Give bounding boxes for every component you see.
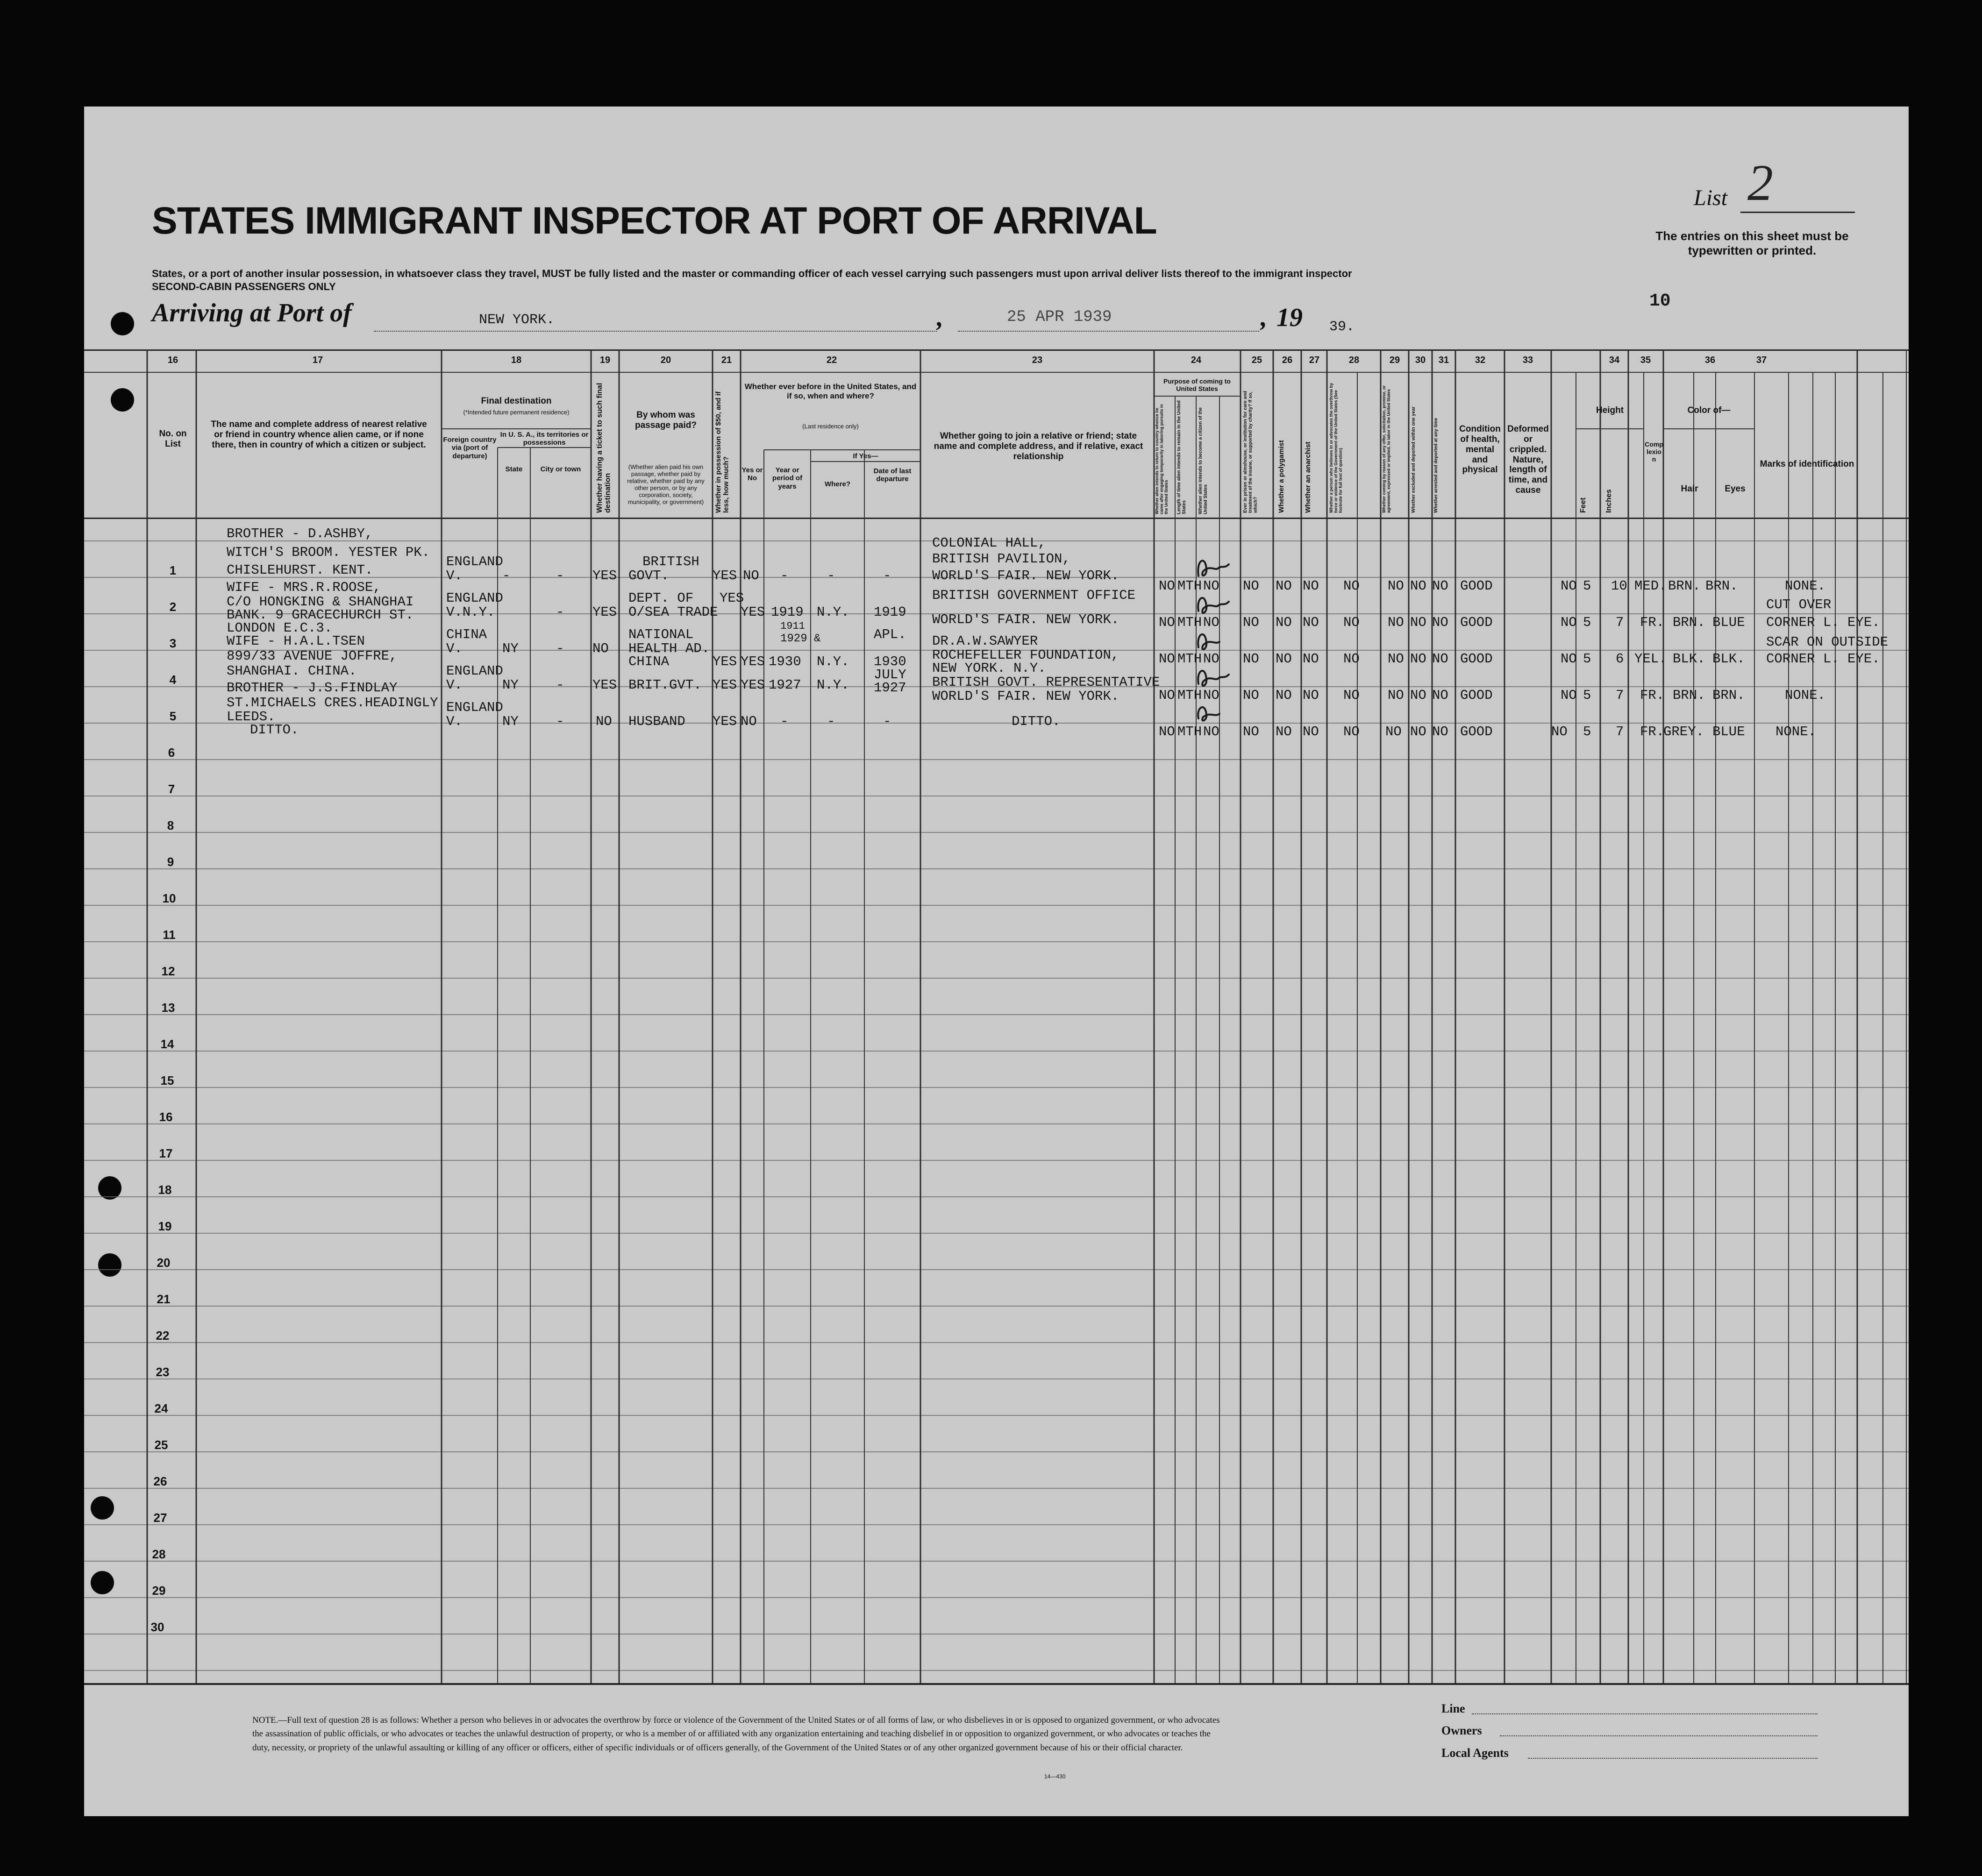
- length-stay: MTH: [1177, 615, 1202, 630]
- health-value: GOOD: [1460, 724, 1493, 739]
- foreign-country: V.: [446, 714, 463, 729]
- overthrow-value: NO: [1343, 578, 1360, 594]
- header-relative: The name and complete address of nearest relative or friend in country whence alien came, or if none there, then in country of which a citizen or subject.: [211, 419, 427, 450]
- foreign-country: ENGLAND: [446, 663, 503, 679]
- header-no-on-list: No. on List: [159, 429, 187, 449]
- col-num-31: 31: [1438, 355, 1449, 365]
- relative-line: LEEDS.: [227, 709, 276, 725]
- eyes-value: BRN.: [1712, 688, 1745, 703]
- row-number: 9: [167, 855, 174, 869]
- row-number: 25: [154, 1438, 168, 1452]
- header-final-destination-note: (*Intended future permanent residence): [463, 409, 570, 416]
- year-suffix: 39.: [1329, 319, 1355, 335]
- length-stay: MTH: [1177, 651, 1202, 667]
- agents-label: Local Agents: [1441, 1746, 1509, 1760]
- length-stay: MTH: [1177, 688, 1202, 703]
- header-prison: Ever in prison or almshouse, or institution for care and treatment of the insane, or supported by charity? If so, which?: [1243, 391, 1258, 513]
- polygamist-value: NO: [1276, 688, 1292, 703]
- overthrow-value: NO: [1343, 688, 1360, 703]
- header-foreign-country: Foreign country via (port of departure): [443, 436, 497, 460]
- city-value: -: [556, 714, 564, 729]
- citizen-value: NO: [1203, 688, 1219, 703]
- row-number: 15: [160, 1073, 174, 1087]
- hair-value: BRN.: [1668, 578, 1701, 594]
- excluded-value: NO: [1410, 651, 1426, 667]
- hair-value: BRN.: [1673, 615, 1705, 630]
- header-if-yes: If Yes—: [853, 452, 878, 460]
- fifty-value: YES: [713, 568, 737, 583]
- health-value: GOOD: [1460, 578, 1493, 594]
- row-number: 6: [168, 746, 175, 760]
- anarchist-value: NO: [1303, 651, 1319, 667]
- paid-by-line: DEPT. OF: [628, 590, 694, 606]
- where-value: N.Y.: [817, 604, 849, 620]
- row-number: 24: [154, 1401, 168, 1415]
- row-number: 7: [168, 782, 175, 796]
- paid-by-line: NATIONAL: [628, 627, 694, 642]
- header-height: Height: [1596, 405, 1624, 415]
- header-labor-offer: Whether coming by reason of any offer, solicitation, promise, or agreement, expressed or implied, to labor in the United States: [1382, 385, 1391, 513]
- ever-before-value: NO: [741, 714, 757, 729]
- inches-value: 6: [1616, 651, 1624, 667]
- joining-line: WORLD'S FAIR. NEW YORK.: [932, 568, 1119, 583]
- where-value: N.Y.: [817, 677, 849, 693]
- col-num-22: 22: [826, 355, 837, 365]
- departure-value: JULY: [874, 667, 906, 682]
- relative-line: ST.MICHAELS CRES.HEADINGLY: [227, 695, 438, 711]
- excluded-value: NO: [1410, 578, 1426, 594]
- feet-value: 5: [1583, 615, 1591, 630]
- health-value: GOOD: [1460, 688, 1493, 703]
- header-complexion: Complexion: [1645, 441, 1663, 463]
- deformed-value: NO: [1561, 688, 1577, 703]
- comma: ,: [937, 303, 943, 332]
- relative-line: CHISLEHURST. KENT.: [227, 562, 373, 578]
- prison-value: NO: [1243, 651, 1259, 667]
- marks-line: CORNER L. EYE.: [1766, 615, 1880, 630]
- where-value: N.Y.: [817, 654, 849, 669]
- arrested-value: NO: [1432, 578, 1448, 594]
- manifest-sheet: [84, 107, 1909, 1816]
- arriving-label: Arriving at Port of: [152, 298, 352, 327]
- date-stamp: 25 APR 1939: [1007, 308, 1112, 326]
- joining-line: ROCHEFELLER FOUNDATION,: [932, 647, 1119, 663]
- fifty-value: YES: [713, 654, 737, 669]
- dash-value: -: [780, 568, 789, 583]
- header-citizen: Whether alien intends to become a citizen of the United States: [1198, 407, 1208, 514]
- paid-by-line: BRIT.GVT.: [628, 677, 702, 693]
- polygamist-value: NO: [1276, 724, 1292, 739]
- deformed-value: NO: [1561, 651, 1577, 667]
- purpose-return: NO: [1159, 578, 1175, 594]
- row-number: 19: [158, 1219, 172, 1233]
- relative-line: C/O HONGKING & SHANGHAI: [227, 594, 414, 610]
- col-num-35: 35: [1640, 355, 1651, 365]
- col-num-19: 19: [599, 355, 611, 365]
- row-number: 12: [161, 964, 175, 978]
- excluded-value: NO: [1410, 688, 1426, 703]
- row-number: 18: [158, 1183, 172, 1197]
- ticket-value: YES: [592, 604, 617, 620]
- ever-before-value: YES: [741, 677, 765, 693]
- dash-value: -: [883, 568, 891, 583]
- header-eyes: Eyes: [1725, 484, 1746, 494]
- marks-line: CUT OVER: [1766, 597, 1832, 612]
- foreign-country: V.: [446, 641, 463, 656]
- header-length-stay: Length of time alien intends to remain in the United States: [1176, 400, 1187, 514]
- col-num-28: 28: [1348, 355, 1360, 365]
- relative-line: WIFE - H.A.L.TSEN: [227, 633, 365, 649]
- col-num-18: 18: [511, 355, 522, 365]
- col-num-29: 29: [1389, 355, 1400, 365]
- eyes-value: BLK.: [1712, 651, 1745, 667]
- purpose-return: NO: [1159, 688, 1175, 703]
- polygamist-value: NO: [1276, 578, 1292, 594]
- fifty-value: YES: [713, 677, 737, 693]
- agents-underline: [1528, 1758, 1818, 1759]
- relative-line: BANK. 9 GRACECHURCH ST.: [227, 607, 414, 623]
- relative-line: SHANGHAI. CHINA.: [227, 663, 357, 679]
- deformed-value: NO: [1561, 615, 1577, 630]
- citizen-value: NO: [1203, 615, 1219, 630]
- paid-by-line: GOVT.: [628, 568, 670, 583]
- state-value: NY: [502, 677, 519, 693]
- row-number: 16: [159, 1110, 173, 1124]
- port-name: NEW YORK.: [479, 312, 555, 328]
- header-ever-before: Whether ever before in the United States, and if so, when and where?: [744, 382, 917, 400]
- joining-line: NEW YORK. N.Y.: [932, 661, 1046, 676]
- line-label: Line: [1441, 1702, 1465, 1715]
- relative-line: WIFE - MRS.R.ROOSE,: [227, 580, 381, 595]
- city-value: -: [556, 677, 564, 693]
- deformed-value: NO: [1551, 724, 1568, 739]
- arrested-value: NO: [1432, 651, 1448, 667]
- joining-line: BRITISH PAVILION,: [932, 551, 1070, 567]
- inches-value: 7: [1616, 724, 1624, 739]
- col-num-25: 25: [1251, 355, 1262, 365]
- list-label: List: [1694, 185, 1728, 210]
- ticket-value: YES: [592, 568, 617, 583]
- row-number: 28: [152, 1547, 166, 1561]
- header-final-destination: Final destination: [481, 396, 552, 406]
- page-title: STATES IMMIGRANT INSPECTOR AT PORT OF ARRIVAL: [152, 199, 1157, 242]
- feet-value: 5: [1583, 688, 1591, 703]
- prison-value: NO: [1243, 688, 1259, 703]
- inches-value: 7: [1616, 688, 1624, 703]
- dash-value: -: [827, 568, 835, 583]
- header-ticket: Whether having a ticket to such final destination: [596, 383, 612, 513]
- col-num-20: 20: [660, 355, 671, 365]
- excluded-value: NO: [1410, 615, 1426, 630]
- col-num-30: 30: [1415, 355, 1426, 365]
- col-num-27: 27: [1309, 355, 1320, 365]
- col-num-21: 21: [721, 355, 732, 365]
- row-number: 17: [159, 1146, 173, 1160]
- eyes-value: BLUE: [1712, 615, 1745, 630]
- ticket-value: YES: [592, 677, 617, 693]
- state-value: NY: [502, 714, 519, 729]
- row-number: 13: [161, 1001, 175, 1015]
- row-number: 3: [169, 636, 177, 650]
- relative-line: LONDON E.C.3.: [227, 620, 333, 636]
- citizen-value: NO: [1203, 578, 1219, 594]
- joining-line: BRITISH GOVT. REPRESENTATIVE: [932, 675, 1160, 690]
- joining-line: DR.A.W.SAWYER: [932, 633, 1038, 649]
- row-number: 1: [169, 563, 177, 577]
- owners-label: Owners: [1441, 1724, 1482, 1737]
- header-paid-by-note: (Whether alien paid his own passage, whether paid by relative, whether paid by any other person, or by any corporation, society, municipality, or government): [627, 463, 705, 505]
- complexion-value: MED.: [1634, 578, 1667, 594]
- header-marks: Marks of identification: [1760, 459, 1854, 469]
- feet-value: 5: [1583, 724, 1591, 739]
- prison-value: NO: [1243, 724, 1259, 739]
- purpose-return: NO: [1159, 724, 1175, 739]
- row-number: 29: [152, 1584, 166, 1598]
- anarchist-value: NO: [1303, 724, 1319, 739]
- col-num-34: 34: [1609, 355, 1620, 365]
- labor-offer-value: NO: [1388, 615, 1404, 630]
- header-health: Condition of health, mental and physical: [1459, 424, 1501, 475]
- joining-line: COLONIAL HALL,: [932, 535, 1046, 551]
- complexion-value: FR.: [1640, 615, 1665, 630]
- row-number: 4: [169, 673, 177, 687]
- inches-value: 10: [1611, 578, 1627, 594]
- cabin-class: SECOND-CABIN PASSENGERS ONLY: [152, 281, 336, 292]
- header-inches: Inches: [1605, 489, 1613, 513]
- col-num-26: 26: [1282, 355, 1293, 365]
- eyes-value: BLUE: [1712, 724, 1745, 739]
- header-state: State: [505, 465, 523, 473]
- hair-value: BRN.: [1673, 688, 1705, 703]
- col-num-32: 32: [1475, 355, 1486, 365]
- header-city: City or town: [540, 465, 581, 473]
- state-value: -: [502, 568, 511, 583]
- row-number: 10: [162, 891, 176, 905]
- row-number: 26: [153, 1474, 167, 1488]
- year-value: 1930: [769, 654, 801, 669]
- handwritten-marks: [1191, 550, 1233, 746]
- paid-by-line: BRITISH: [642, 554, 699, 569]
- length-stay: MTH: [1177, 578, 1202, 594]
- citizen-value: NO: [1203, 651, 1219, 667]
- polygamist-value: NO: [1276, 651, 1292, 667]
- citizen-value: NO: [1203, 724, 1219, 739]
- relative-line: WITCH'S BROOM. YESTER PK.: [227, 545, 430, 560]
- foreign-country: CHINA: [446, 627, 487, 642]
- ever-before-value: NO: [743, 568, 759, 583]
- feet-value: 5: [1583, 651, 1591, 667]
- relative-line: BROTHER - D.ASHBY,: [227, 526, 373, 541]
- health-value: GOOD: [1460, 651, 1493, 667]
- purpose-return: NO: [1159, 615, 1175, 630]
- paid-by-line: HEALTH AD.: [628, 641, 710, 656]
- header-joining: Whether going to join a relative or friend; state name and complete address, and if relative, exact relationship: [934, 431, 1143, 462]
- marks-line: CORNER L. EYE.: [1766, 651, 1880, 667]
- relative-line: BROTHER - J.S.FINDLAY: [227, 680, 398, 696]
- joining-line: DITTO.: [1012, 714, 1061, 729]
- row-number: 14: [160, 1037, 174, 1051]
- ever-before-value: YES: [741, 604, 765, 620]
- health-value: GOOD: [1460, 615, 1493, 630]
- year-value: 1911: [780, 620, 805, 632]
- hair-value: BLK.: [1673, 651, 1705, 667]
- year-value: 1927: [769, 677, 801, 693]
- header-fifty: Whether in possession of $50, and if less, how much?: [714, 391, 730, 513]
- paid-by-line: O/SEA TRADE: [628, 604, 718, 620]
- joining-line: WORLD'S FAIR. NEW YORK.: [932, 689, 1119, 704]
- header-where: Where?: [824, 480, 850, 488]
- excluded-value: NO: [1410, 724, 1426, 739]
- dash-value: -: [827, 714, 835, 729]
- paid-by-line: HUSBAND: [628, 714, 685, 729]
- complexion-value: YEL.: [1634, 651, 1667, 667]
- header-paid-by: By whom was passage paid?: [635, 410, 697, 430]
- foreign-country: V.: [446, 568, 463, 583]
- entries-note: The entries on this sheet must be typewritten or printed.: [1655, 229, 1849, 257]
- ticket-value: NO: [596, 714, 612, 729]
- city-value: -: [556, 641, 564, 656]
- footnote: NOTE.—Full text of question 28 is as follows: Whether a person who believes in or advocates the overthrow by force or violence of the Government of the United States or of all forms of law, or who disbelieves in or is opposed to organized government, or who advocates the assassination of public officials, or who advocates or teaches the unlawful destruction of property, or who is a member of or affiliated with any organization entertaining and teaching disbelief in or opposition to organized government, or who advocates or teaches the duty, necessity, or propriety of the unlawful assaulting or killing of any officer or officers, either of specific individuals or of officers generally, of the Government of the United States or of any other organized government because of his or their official character.: [252, 1715, 1220, 1753]
- comma: ,: [1261, 303, 1267, 332]
- row-number: 27: [153, 1511, 167, 1525]
- anarchist-value: NO: [1303, 688, 1319, 703]
- foreign-country: ENGLAND: [446, 554, 503, 569]
- header-anarchist: Whether an anarchist: [1304, 441, 1312, 513]
- row-number: 2: [169, 600, 177, 614]
- joining-line: BRITISH GOVERNMENT OFFICE: [932, 588, 1136, 603]
- col-num-37: 37: [1756, 355, 1767, 365]
- paid-by-line: CHINA: [628, 654, 670, 669]
- header-polygamist: Whether a polygamist: [1277, 440, 1285, 513]
- departure-value: 1930: [874, 654, 906, 669]
- header-in-usa: In U. S. A., its territories or possessions: [500, 431, 589, 447]
- hair-value: GREY.: [1663, 724, 1704, 739]
- state-value: NY: [502, 641, 519, 656]
- city-value: -: [556, 604, 564, 620]
- eyes-value: BRN.: [1705, 578, 1738, 594]
- overthrow-value: NO: [1343, 724, 1360, 739]
- overthrow-value: NO: [1343, 651, 1360, 667]
- complexion-value: FR.: [1640, 688, 1665, 703]
- header-arrested: Whether arrested and deported at any time: [1433, 418, 1439, 513]
- header-excluded: Whether excluded and deported within one year: [1411, 406, 1416, 513]
- col-num-23: 23: [1032, 355, 1043, 365]
- dash-value: -: [780, 714, 789, 729]
- anarchist-value: NO: [1303, 615, 1319, 630]
- marks-line: NONE.: [1775, 724, 1817, 739]
- row-number: 11: [163, 928, 176, 942]
- list-number: 2: [1747, 154, 1773, 211]
- dash-value: -: [883, 714, 891, 729]
- col-num-36: 36: [1704, 355, 1716, 365]
- prison-value: NO: [1243, 578, 1259, 594]
- header-year: Year or period of years: [772, 466, 803, 490]
- fifty-value: YES: [720, 590, 744, 606]
- labor-offer-value: NO: [1388, 651, 1404, 667]
- owners-underline: [1500, 1735, 1818, 1736]
- marks-line: SCAR ON OUTSIDE: [1766, 634, 1889, 650]
- relative-line: DITTO.: [250, 722, 299, 738]
- header-color: Color of—: [1687, 405, 1731, 415]
- header-ever-before-note: (Last residence only): [802, 423, 859, 430]
- anarchist-value: NO: [1303, 578, 1319, 594]
- marks-line: NONE.: [1785, 688, 1826, 703]
- arrested-value: NO: [1432, 724, 1448, 739]
- prison-value: NO: [1243, 615, 1259, 630]
- year-prefix: 19: [1276, 303, 1303, 332]
- polygamist-value: NO: [1276, 615, 1292, 630]
- overthrow-value: NO: [1343, 615, 1360, 630]
- departure-value: APL.: [874, 627, 906, 642]
- header-date-departure: Date of last departure: [873, 467, 912, 483]
- foreign-country: ENGLAND: [446, 590, 503, 606]
- col-num-33: 33: [1522, 355, 1533, 365]
- purpose-return: NO: [1159, 651, 1175, 667]
- row-number: 8: [167, 818, 174, 832]
- labor-offer-value: NO: [1385, 724, 1402, 739]
- labor-offer-value: NO: [1388, 578, 1404, 594]
- row-number: 22: [156, 1329, 170, 1343]
- line-underline: [1472, 1713, 1818, 1714]
- ticket-value: NO: [592, 641, 609, 656]
- length-stay: MTH: [1177, 724, 1202, 739]
- foreign-country: ENGLAND: [446, 700, 503, 715]
- relative-line: 899/33 AVENUE JOFFRE,: [227, 648, 398, 664]
- header-overthrow: Whether a person who believes in or advocates the overthrow by force or violence of the Government of the United States (See footnote for full text of question): [1329, 383, 1343, 513]
- header-deformed: Deformed or crippled. Nature, length of time, and cause: [1507, 424, 1549, 496]
- complexion-value: FR.: [1640, 724, 1665, 739]
- labor-offer-value: NO: [1388, 688, 1404, 703]
- header-hair: Hair: [1681, 484, 1698, 494]
- departure-value: 1927: [874, 680, 906, 696]
- col-num-16: 16: [167, 355, 178, 365]
- departure-value: 1919: [874, 604, 906, 620]
- marks-line: NONE.: [1785, 578, 1826, 594]
- foreign-country: V.N.Y.: [446, 604, 495, 620]
- col-num-17: 17: [312, 355, 323, 365]
- fifty-value: YES: [713, 714, 737, 729]
- form-number: 14—430: [1044, 1773, 1066, 1780]
- ever-before-value: YES: [741, 654, 765, 669]
- foreign-country: V.: [446, 677, 463, 693]
- year-value: 1919: [771, 604, 804, 620]
- header-feet: Feet: [1579, 497, 1587, 513]
- col-num-24: 24: [1191, 355, 1202, 365]
- sheet-number: 10: [1649, 291, 1671, 311]
- city-value: -: [556, 568, 564, 583]
- arrested-value: NO: [1432, 688, 1448, 703]
- header-purpose-return: Whether alien intends to return to country whence he came after engaging temporarily in laboring pursuits in the United States: [1155, 404, 1169, 514]
- header-purpose: Purpose of coming to United States: [1163, 377, 1231, 393]
- joining-line: WORLD'S FAIR. NEW YORK.: [932, 612, 1119, 627]
- page-subtitle: States, or a port of another insular possession, in whatsoever class they travel, MUST be fully listed and the master or commanding officer of each vessel carrying such passengers must upon arrival deliver lists thereof to the immigrant inspector: [152, 268, 1352, 279]
- row-number: 21: [157, 1292, 171, 1306]
- row-number: 20: [157, 1256, 171, 1270]
- deformed-value: NO: [1561, 578, 1577, 594]
- header-yes-no: Yes or No: [741, 466, 763, 483]
- row-number: 5: [169, 709, 177, 723]
- year-value: 1929 &: [780, 632, 821, 645]
- row-number: 23: [156, 1365, 170, 1379]
- arrested-value: NO: [1432, 615, 1448, 630]
- inches-value: 7: [1616, 615, 1624, 630]
- row-number: 30: [150, 1620, 164, 1634]
- feet-value: 5: [1583, 578, 1591, 594]
